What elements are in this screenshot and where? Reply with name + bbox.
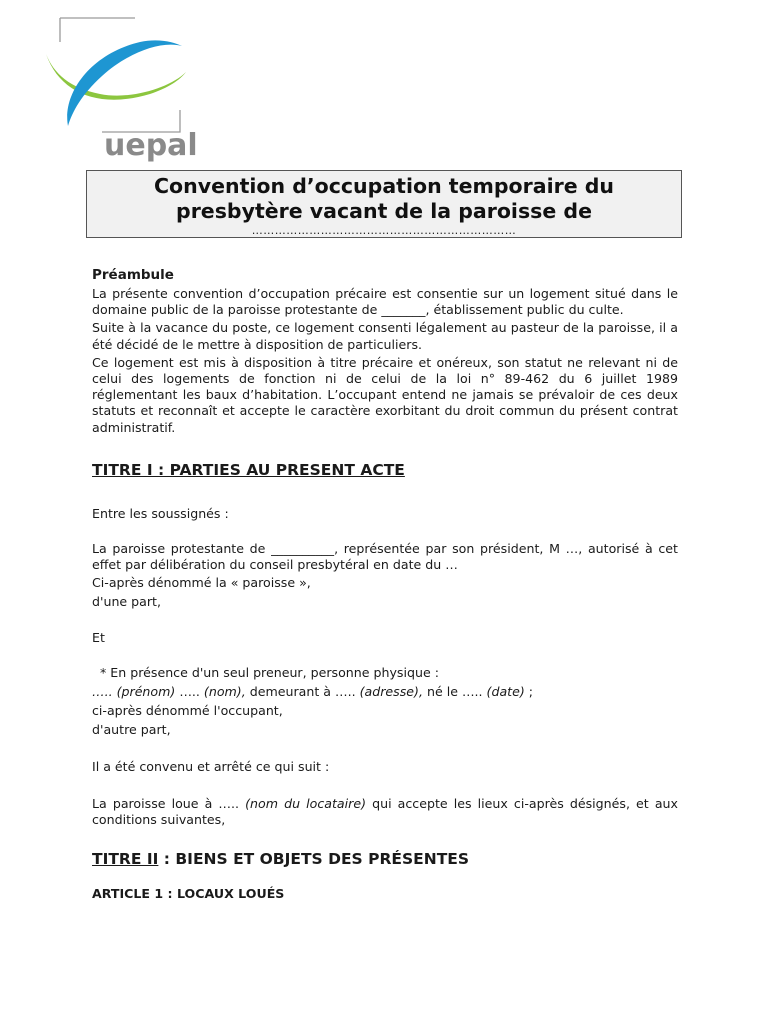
- date-placeholder: (date): [486, 684, 525, 700]
- title-box: [86, 170, 682, 238]
- prenom-placeholder: ….. (prénom): [92, 684, 176, 700]
- ci-apres-occupant: ci-après dénommé l'occupant,: [92, 703, 283, 719]
- titre-2-text: : BIENS ET OBJETS DES PRÉSENTES: [158, 849, 470, 868]
- et: Et: [92, 630, 105, 646]
- logo-blue-swoosh: [67, 40, 182, 126]
- identity-sep: …..: [175, 684, 204, 700]
- loue-end: qui accepte les lieux ci-après désignés, et aux conditions suivantes,: [92, 796, 678, 828]
- article-1-heading: ARTICLE 1 : LOCAUX LOUÉS: [92, 885, 285, 901]
- nom-placeholder: (nom),: [203, 684, 246, 700]
- logo-wordmark: uepal: [104, 128, 198, 163]
- adresse-placeholder: (adresse),: [359, 684, 423, 700]
- title-line-2: presbytère vacant de la paroisse de: [176, 199, 592, 223]
- titre-2-heading: [92, 849, 678, 869]
- document-body: [92, 266, 678, 903]
- occupant-identity: [92, 682, 678, 701]
- preambule-paragraph-1: La présente convention d’occupation précaire est consentie sur un logement situé dans le domaine public de la paroisse protestante de _______, établissement public du culte.: [92, 286, 678, 318]
- nom-locataire-placeholder: (nom du locataire): [245, 796, 366, 812]
- titre-2-label: TITRE II: [92, 849, 159, 868]
- logo-frame-top: [60, 18, 135, 42]
- ci-apres-paroisse: Ci-après dénommé la « paroisse »,: [92, 575, 311, 591]
- ne-le: né le …..: [422, 684, 487, 700]
- convenu-arrete: Il a été convenu et arrêté ce qui suit :: [92, 759, 330, 775]
- preambule-paragraph-3: Ce logement est mis à disposition à titre précaire et onéreux, son statut ne relevant ni de celui des logements de fonction ni de celui de la loi n° 89-462 du 6 juillet 1989 réglementant les baux d’habitation. L’occupant entend ne jamais se prévaloir de ces deux statuts et reconnaît et accepte le caractère exorbitant du droit commun du présent contrat administratif.: [92, 354, 678, 435]
- paroisse-loue: [92, 796, 678, 828]
- identity-end: ;: [524, 684, 534, 700]
- une-part: d'une part,: [92, 594, 162, 610]
- preambule-paragraph-2: Suite à la vacance du poste, ce logement consenti légalement au pasteur de la paroisse, il a été décidé de le mettre à disposition de particuliers.: [92, 320, 678, 352]
- presence-preneur: * En présence d'un seul preneur, personne physique :: [100, 665, 439, 681]
- title-line-1: Convention d’occupation temporaire du: [153, 174, 615, 198]
- preambule-heading: Préambule: [92, 267, 174, 283]
- loue-start: La paroisse loue à …..: [92, 796, 246, 812]
- paroisse-representation: La paroisse protestante de __________, représentée par son président, M …, autorisé à cet effet par délibération du conseil presbytéral en date du …: [92, 540, 678, 573]
- autre-part: d'autre part,: [92, 722, 171, 738]
- titre-1-heading: TITRE I : PARTIES AU PRESENT ACTE: [92, 460, 405, 479]
- demeurant: demeurant à …..: [245, 684, 360, 700]
- entre-soussignes: Entre les soussignés :: [92, 505, 229, 521]
- title-dots: ……………………………………………………………: [251, 224, 517, 237]
